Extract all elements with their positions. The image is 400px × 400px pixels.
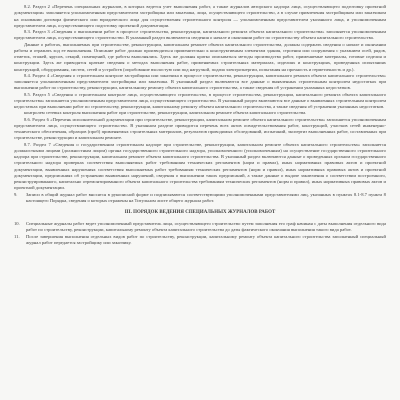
paragraph: Данные о работах, выполняемых при строительстве, реконструкции, капитальном ремонте объекта капитального строительства, должны содержать сведения о начале и окончании работы и отражать ход ее выполнения. Описание работ должно производиться применительно к конструктивным элементам здания, строения или сооружения с указанием осей, рядов, отметок, этажей, ярусов, секций, помещений, где работы выполнялись. Здесь же должны кратко описываться методы производства работ, применяемые материалы, готовые изделия и конструкции. Здесь же приводятся краткие сведения о методах выполнения работ, применяемых строительных материалах, изделиях и конструкциях, проведенных испытаниях конструкций, оборудования, систем, сетей и устройств (опробование вхолостую или под нагрузкой, подача электроэнергии, испытания на прочность и герметичность и др.). xyxy=(14,41,386,72)
numbered-paragraph xyxy=(14,192,386,205)
paragraph: 8.5. Раздел 5 «Сведения о строительном контроле лица, осуществляющего строительство, в процессе строительства, реконструкции, капитального ремонта объекта капитального строительства» заполняется уполномоченным представителем лица, осуществляющего строительство. В указанный раздел включаются все данные о выявленных строительным контролем недостатках при выполнении работ по строительству, реконструкции, капитальному ремонту объекта капитального строительства, а также сведения об устранении указанных недостатков. xyxy=(14,91,386,109)
paragraph-number: 11. xyxy=(14,233,20,239)
section-ii-numbered-items xyxy=(14,192,386,205)
numbered-paragraph xyxy=(14,221,386,234)
paragraph: 8.6. Раздел 6 «Перечень исполнительной документации при строительстве, реконструкции, капитальном ремонте объекта капитального строительства» заполняется уполномоченным представителем лица, осуществляющего строительство. В указанном разделе приводится перечень всех актов освидетельствования работ, конструкций, участков сетей инженерно-технического обеспечения, образцов (проб) применяемых строительных материалов, результатов проводимых обследований, испытаний, экспертиз выполненных работ, составленных при строительстве, реконструкции и капитальном ремонте. xyxy=(14,116,386,141)
paragraph: контролем сетевых контроля выполнения работ при строительстве, реконструкции, капитальном ремонте объекта капитального строительства. xyxy=(24,110,307,116)
paragraph-number: 9. xyxy=(14,191,18,197)
paragraph: 8.7. Раздел 7 «Сведения о государственном строительном надзоре при строительстве, реконструкции, капитальном ремонте объекта капитального строительства» заполняется должностными лицами (должностным лицом) органа государственного строительного надзора, уполномоченного (уполномоченным) на осуществление государственного строительного надзора при строительстве, реконструкции, капитальном ремонте объекта капитального строительства. В указанный раздел включаются данные о проведенных органом государственного строительного надзора проверках соответствия выполняемых работ требованиям технических регламентов (норм и правил), иных нормативных правовых актов и проектной документации, выявленных нарушениях соответствия выполняемых работ требованиям технических регламентов (норм и правил), иных нормативных правовых актов и проектной документации, предписаниях об устранении выявленных нарушений, сведения о выполнении таких предписаний, а также данные о выдаче заключения о соответствии построенного, реконструированного, капитально отремонтированного объекта капитального строительства требованиям технических регламентов (норм и правил), иных нормативных правовых актов и проектной документации. xyxy=(14,141,386,191)
paragraph: 8.4. Раздел 4 «Сведения о строительном контроле застройщика или заказчика в процессе строительства, реконструкции, капитального ремонта объекта капитального строительства» заполняется уполномоченным представителем застройщика или заказчика. В указанный раздел включаются все данные о выявленных строительным контролем недостатках при выполнении работ по строительству, реконструкции, капитальному ремонту объекта капитального строительства, а также сведения об устранении указанных недостатков. xyxy=(14,72,386,91)
paragraph: 8.3. Раздел 3 «Сведения о выполнении работ в процессе строительства, реконструкции, капитального ремонта объекта капитального строительства» заполняется уполномоченным представителем лица, осуществляющего строительство. В указанный раздел включаются сведения о начале и окончании работ по строительству объекта капитального строительства. xyxy=(14,29,386,41)
numbered-paragraph xyxy=(14,234,386,247)
section-ii-paragraphs xyxy=(14,4,386,192)
paragraph-text: Записи в общий журнал работ вносятся в рукописной форме и подписываются соответствующими уполномоченными представителями лиц, указанных в пунктах 8.1-8.7 пункта 8 настоящего Порядка, сведения о которых отражены на Титульном листе общего журнала работ. xyxy=(26,191,386,203)
section-iii-numbered-items xyxy=(14,221,386,246)
paragraph-text: Специальные журналы работ ведет уполномоченный представитель лица, осуществляющего строительство путем заполнения его граф начиная с даты выполнения отдельного вида работ по строительству, реконструкции, капитальному ремонту объекта капитального строительства до даты фактического окончания выполнения такого вида работ. xyxy=(26,221,386,233)
paragraph-number: 10. xyxy=(14,221,20,226)
paragraph-text: После завершения выполнения отдельных видов работ по строительству, реконструкции, капитальному ремонту объекта капитального строительства заполненный специальный журнал работ передается застройщику или заказчику. xyxy=(26,233,386,245)
paragraph: 8.2. Раздел 2 «Перечень специальных журналов, в которых ведется учет выполнения работ, а также журналов авторского надзора лица, осуществляющего подготовку проектной документации» заполняется уполномоченным представителем застройщика или заказчика, лица, осуществляющего строительство, а в случае привлечения застройщиком или заказчиком на основании договора физического или юридического лица для осуществления строительного контроля — уполномоченным представителем указанного лица, и уполномоченным представителем лица, осуществляющего подготовку проектной документации. xyxy=(14,4,386,28)
section-iii-heading: III. ПОРЯДОК ВЕДЕНИЯ СПЕЦИАЛЬНЫХ ЖУРНАЛОВ РАБОТ xyxy=(124,210,276,215)
